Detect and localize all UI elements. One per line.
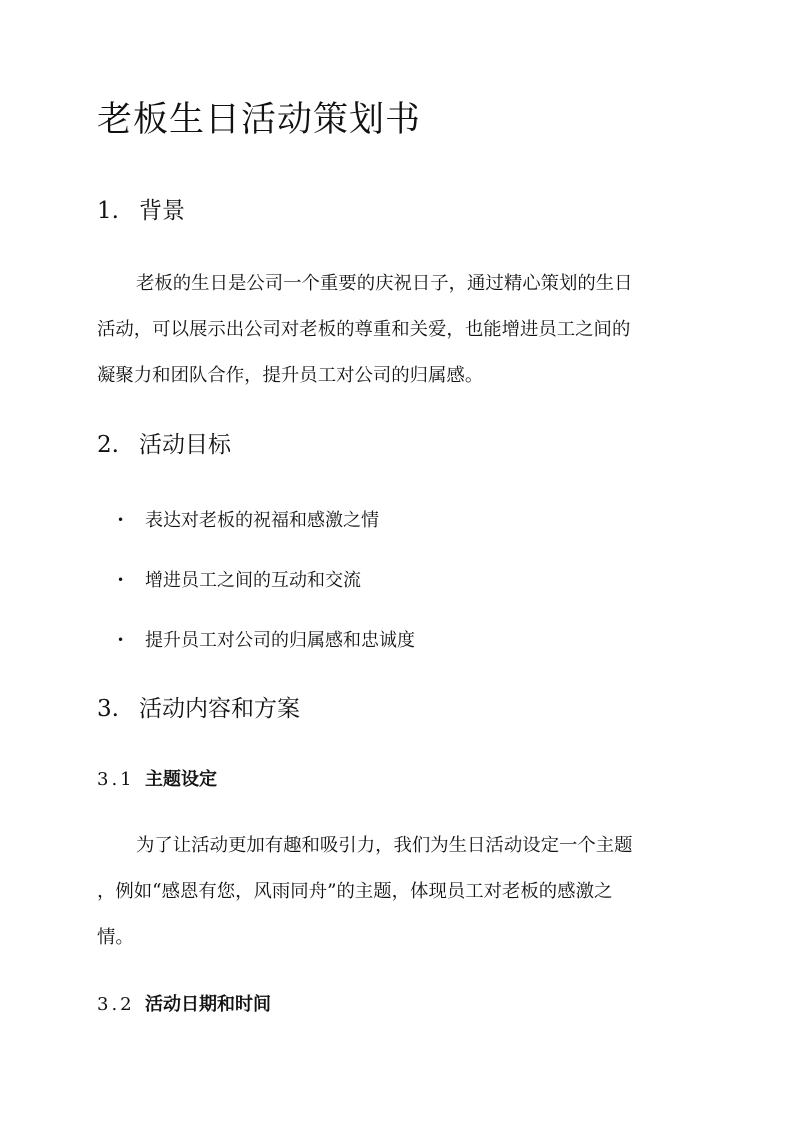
list-item xyxy=(117,568,361,593)
subsection-title: 活动日期和时间 xyxy=(145,994,271,1015)
section-heading-content xyxy=(97,694,300,724)
paragraph-line: 老板的生日是公司一个重要的庆祝日子，通过精心策划的生日 xyxy=(136,273,633,294)
subsection-heading-theme xyxy=(97,768,217,792)
subsection-number: 3.1 xyxy=(97,769,135,790)
list-item-text: 增进员工之间的互动和交流 xyxy=(145,570,361,591)
list-item xyxy=(117,628,415,653)
theme-paragraph xyxy=(97,823,703,961)
subsection-heading-date xyxy=(97,993,271,1017)
list-item xyxy=(117,508,379,533)
document-title: 老板生日活动策划书 xyxy=(97,100,422,140)
paragraph-line: ，例如“感恩有您，风雨同舟”的主题，体现员工对老板的感激之 xyxy=(97,881,613,902)
paragraph-line: 活动，可以展示出公司对老板的尊重和关爱，也能增进员工之间的 xyxy=(97,319,631,340)
list-item-text: 表达对老板的祝福和感激之情 xyxy=(145,510,379,531)
bullet-icon: • xyxy=(117,573,125,587)
paragraph-line: 为了让活动更加有趣和吸引力，我们为生日活动设定一个主题 xyxy=(136,835,633,856)
section-heading-goals xyxy=(97,430,231,460)
background-paragraph xyxy=(97,261,703,399)
section-number: 3. xyxy=(97,696,119,722)
bullet-icon: • xyxy=(117,633,125,647)
subsection-number: 3.2 xyxy=(97,994,135,1015)
section-title: 活动内容和方案 xyxy=(139,696,300,722)
paragraph-line: 凝聚力和团队合作，提升员工对公司的归属感。 xyxy=(97,365,484,386)
section-number: 2. xyxy=(97,432,119,458)
list-item-text: 提升员工对公司的归属感和忠诚度 xyxy=(145,630,415,651)
section-number: 1. xyxy=(97,198,119,224)
bullet-icon: • xyxy=(117,513,125,527)
paragraph-line: 情。 xyxy=(97,927,134,948)
section-heading-background xyxy=(97,196,185,226)
section-title: 活动目标 xyxy=(139,432,231,458)
subsection-title: 主题设定 xyxy=(145,769,217,790)
section-title: 背景 xyxy=(139,198,185,224)
